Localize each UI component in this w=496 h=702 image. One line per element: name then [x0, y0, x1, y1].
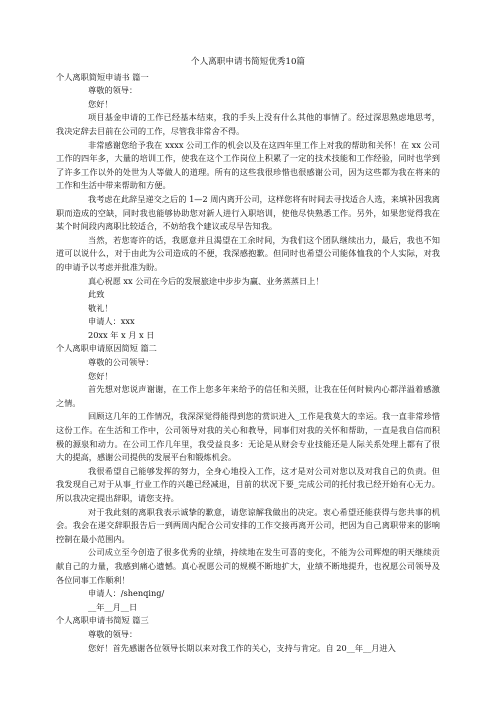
closing-line: 敬礼！ [88, 302, 113, 313]
section-heading: 个人离职简短申请书 篇一 [56, 71, 149, 82]
paragraph: 公司成立至今创造了很多优秀的业绩，持续地在发生可喜的变化，不能为公司辉煌的明天继续贡献自己的力量，我感到痛心遗憾。真心祝愿公司的规模不断地扩大，业绩不断地提升，也祝愿公司领导及各位同事工作顺利！ [56, 547, 440, 585]
paragraph: 首先想对您说声谢谢，在工作上您多年来给予的信任和关照，让我在任何时候内心都洋溢着感激之情。 [56, 384, 440, 408]
greeting-line: 您好！首先感谢各位领导长期以来对我工作的关心，支持与肯定。自 20__年__月进入 [88, 642, 396, 653]
salutation: 尊敬的公司领导： [88, 357, 154, 368]
section-2 [56, 342, 440, 614]
paragraph: 当然，若您寄许的话，我愿意并且渴望在工余时间，为我们这个团队继续出力，最后，我也不知道可以说什么，对于由此为公司造成的不便，我深感抱歉。但同时也希望公司能体恤我的个人实际，对我的申请予以考虑并批准为盼。 [56, 234, 440, 272]
paragraph: 真心祝愿 xx 公司在今后的发展旅途中步步为赢、业务蒸蒸日上！ [88, 275, 324, 286]
date-line: 20xx 年 x 月 x 日 [88, 329, 155, 340]
closing-line: 此致 [88, 289, 105, 300]
document-title: 个人离职申请书简短优秀10篇 [190, 57, 306, 67]
section-3 [56, 614, 440, 655]
section-1 [56, 71, 440, 343]
paragraph: 我考虑在此辞呈递交之后的 1—2 周内离开公司，这样您将有时间去寻找适合人选，来填补因我离职而造成的空缺，同时我也能够协助您对新人进行入职培训，使他尽快熟悉工作。另外，如果您觉得我在某个时间段内离职比较适合，不妨给我个建议或尽早告知我。 [56, 193, 440, 232]
paragraph: 回顾这几年的工作情况，我深深觉得能得到您的赏识进入_工作是我莫大的幸运。我一直非常珍惜这份工作。在生活和工作中，公司领导对我的关心和教导，同事们对我的关怀和帮助，一直是我自信而积极的源泉和动力。在公司工作几年里，我受益良多：无论是从财会专业技能还是人际关系处理上都有了很大的提高，感谢公司提供的发展平台和锻炼机会。 [56, 411, 440, 463]
greeting: 您好！ [88, 370, 113, 381]
date-line: __年__月__日 [88, 601, 138, 612]
paragraph: 对于我此刻的离职我表示诚挚的歉意，请您谅解我做出的决定。衷心希望还能获得与您共事的机会。我会在递交辞职报告后一到两周内配合公司安排的工作交接再离开公司，把因为自己离职带来的影响控制在最小范围内。 [56, 506, 440, 544]
paragraph: 非常感谢您给予我在 xxxx 公司工作的机会以及在这四年里工作上对我的帮助和关怀！在 xx 公司工作的四年多，大量的培训工作，使我在这个工作岗位上积累了一定的技术技能和工作经验，同时也学到了许多工作以外的处世为人等做人的道理。所有的这些我很珍惜也很感谢公司，因为这些都为我在将来的工作和生活中带来帮助和方便。 [56, 139, 440, 191]
salutation: 尊敬的领导： [88, 85, 138, 96]
paragraph: 我很希望自己能够发挥的努力，全身心地投入工作，这才是对公司对您以及对我自己的负责。但我发现自己对于从事_行业工作的兴趣已经减退，目前的状况下要_完成公司的托付我已经开始有心无力。所以我决定提出辞职，请您支持。 [56, 465, 440, 503]
section-heading: 个人离职申请书简短 篇三 [56, 615, 149, 626]
applicant-line: 申请人：xxx [88, 316, 135, 327]
paragraph: 项目基金申请的工作已经基本结束，我的手头上没有什么其他的事情了。经过深思熟虑地思考，我决定辞去目前在公司的工作，尽管我非常舍不得。 [56, 112, 440, 136]
section-heading: 个人离职申请原因简短 篇二 [56, 343, 157, 354]
salutation: 尊敬的领导： [88, 628, 138, 639]
applicant-line: 申请人：/shenqing/ [88, 588, 165, 599]
greeting: 您好！ [88, 98, 113, 109]
